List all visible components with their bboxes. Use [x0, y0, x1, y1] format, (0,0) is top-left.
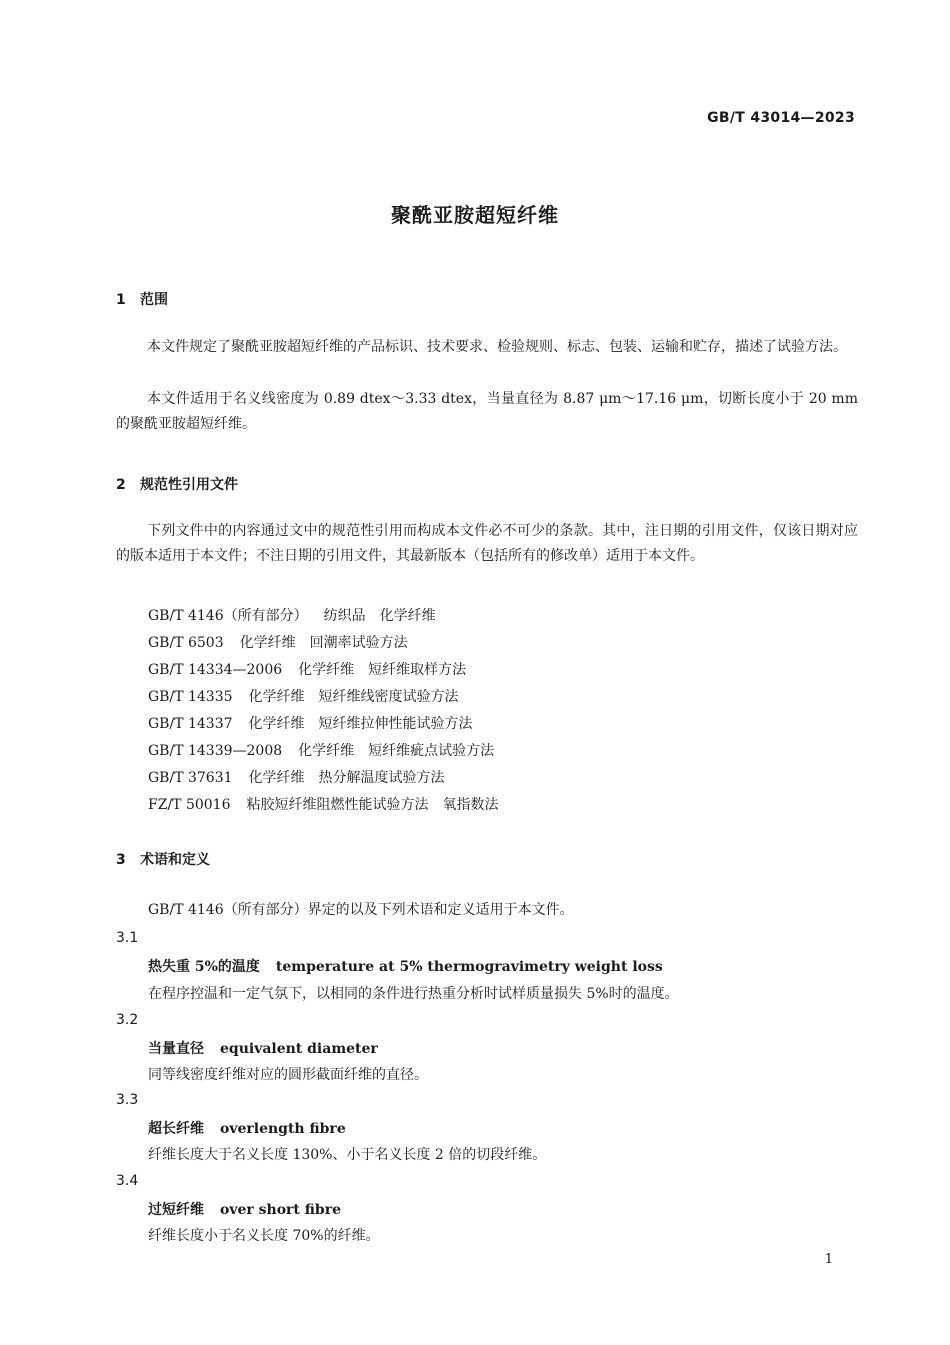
term-name: [148, 1118, 346, 1138]
reference-item: [148, 632, 408, 652]
term-definition: 同等线密度纤维对应的圆形截面纤维的直径。: [148, 1067, 428, 1083]
section-title: 规范性引用文件: [140, 477, 238, 493]
reference-title: 化学纤维 短纤维取样方法: [298, 662, 467, 678]
section-number: 1: [116, 292, 126, 308]
reference-code: FZ/T 50016: [148, 797, 231, 813]
term-definition: 在程序控温和一定气氛下，以相同的条件进行热重分析时试样质量损失 5%时的温度。: [148, 986, 679, 1002]
reference-item: [148, 713, 473, 733]
term-name-en: over short fibre: [220, 1202, 341, 1218]
reference-code: GB/T 14337: [148, 716, 233, 732]
reference-title: 化学纤维 短纤维疵点试验方法: [298, 743, 495, 759]
term-number: 3.2: [116, 1012, 139, 1028]
section-heading-scope: [116, 289, 168, 309]
term-name-zh: 过短纤维: [148, 1202, 204, 1218]
reference-title: 化学纤维 回潮率试验方法: [239, 635, 408, 651]
reference-title: 纺织品 化学纤维: [323, 608, 436, 624]
reference-code: GB/T 6503: [148, 635, 224, 651]
term-name-en: equivalent diameter: [220, 1041, 378, 1057]
reference-item: [148, 659, 466, 679]
reference-code: GB/T 14334—2006: [148, 662, 283, 678]
reference-code: GB/T 37631: [148, 770, 233, 786]
term-name: [148, 956, 663, 976]
page-number: 1: [824, 1252, 833, 1267]
terms-intro: GB/T 4146（所有部分）界定的以及下列术语和定义适用于本文件。: [148, 902, 574, 918]
term-number: 3.4: [116, 1173, 139, 1189]
reference-code: GB/T 14339—2008: [148, 743, 283, 759]
term-name-en: temperature at 5% thermogravimetry weight loss: [275, 959, 663, 975]
term-number: 3.1: [116, 930, 139, 946]
reference-title: 化学纤维 短纤维线密度试验方法: [248, 689, 459, 705]
document-code: GB/T 43014—2023: [707, 110, 855, 126]
reference-title: 粘胶短纤维阻燃性能试验方法 氧指数法: [246, 797, 499, 813]
term-name-zh: 超长纤维: [148, 1121, 204, 1137]
section-heading-terms: [116, 849, 210, 869]
reference-item: [148, 686, 459, 706]
reference-item: [148, 794, 498, 814]
term-name: [148, 1199, 341, 1219]
references-intro: 下列文件中的内容通过文中的规范性引用而构成本文件必不可少的条款。其中，注日期的引用文件，仅该日期对应的版本适用于本文件；不注日期的引用文件，其最新版本（包括所有的修改单）适用于本文件。: [116, 523, 858, 564]
term-definition: 纤维长度大于名义长度 130%、小于名义长度 2 倍的切段纤维。: [148, 1147, 547, 1163]
term-name: [148, 1038, 378, 1058]
reference-title: 化学纤维 短纤维拉伸性能试验方法: [248, 716, 473, 732]
term-definition: 纤维长度小于名义长度 70%的纤维。: [148, 1228, 380, 1244]
document-title: 聚酰亚胺超短纤维: [391, 203, 559, 227]
section-heading-references: [116, 474, 238, 494]
reference-item: [148, 767, 445, 787]
term-name-zh: 当量直径: [148, 1041, 204, 1057]
scope-paragraph-1: 本文件规定了聚酰亚胺超短纤维的产品标识、技术要求、检验规则、标志、包装、运输和贮存，描述了试验方法。: [147, 339, 847, 355]
reference-title: 化学纤维 热分解温度试验方法: [248, 770, 445, 786]
reference-code: GB/T 14335: [148, 689, 233, 705]
section-title: 范围: [140, 292, 168, 308]
scope-paragraph-2: 本文件适用于名义线密度为 0.89 dtex～3.33 dtex，当量直径为 8.87 μm～17.16 μm，切断长度小于 20 mm 的聚酰亚胺超短纤维。: [116, 391, 858, 432]
section-title: 术语和定义: [140, 852, 210, 868]
section-number: 2: [116, 477, 126, 493]
term-name-en: overlength fibre: [220, 1121, 346, 1137]
reference-item: [148, 740, 494, 760]
reference-item: [148, 605, 436, 625]
reference-code: GB/T 4146（所有部分）: [148, 608, 308, 624]
term-number: 3.3: [116, 1092, 139, 1108]
section-number: 3: [116, 852, 126, 868]
term-name-zh: 热失重 5%的温度: [148, 959, 260, 975]
